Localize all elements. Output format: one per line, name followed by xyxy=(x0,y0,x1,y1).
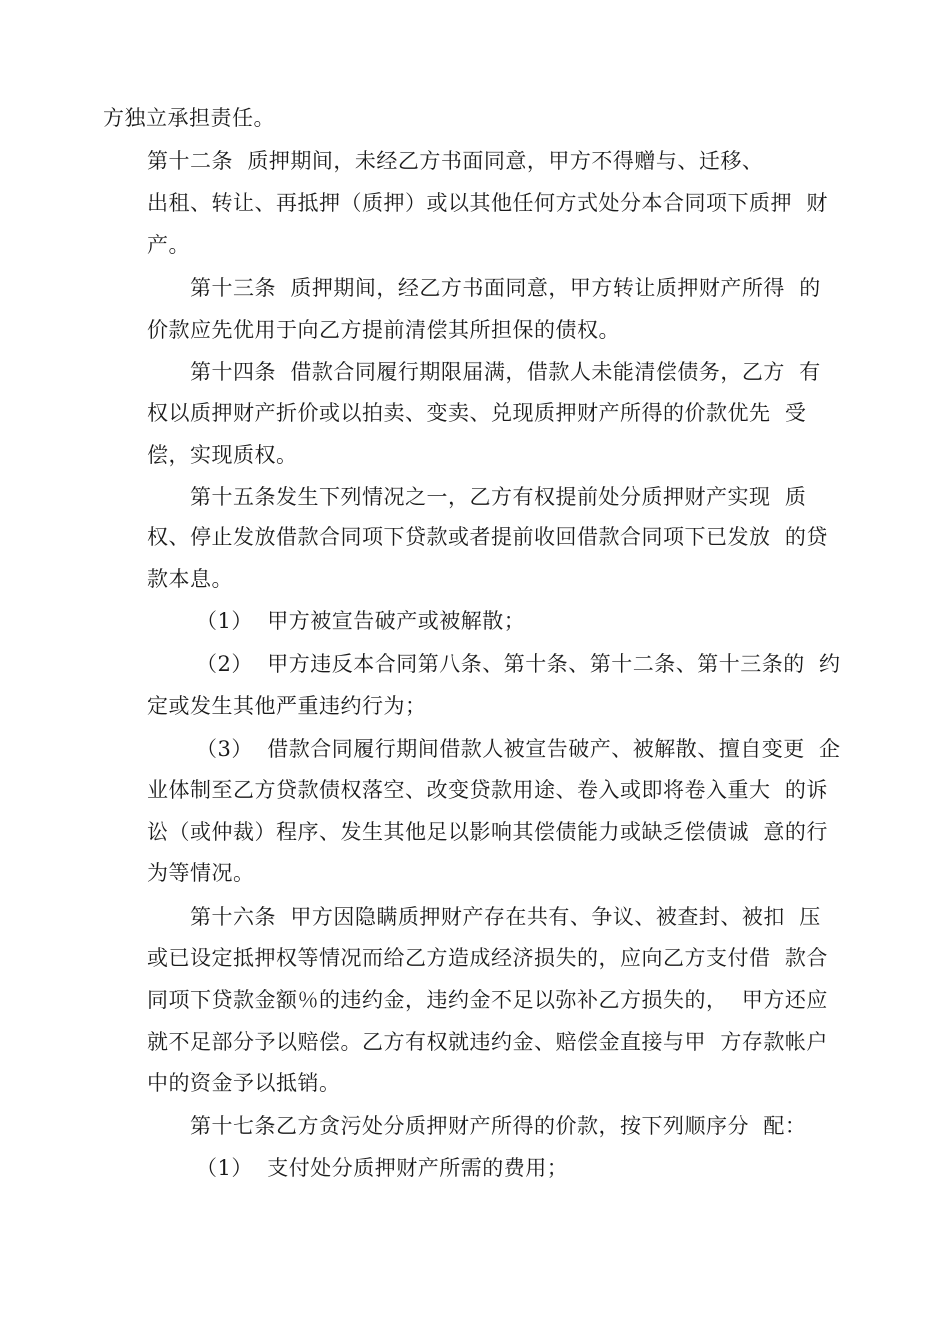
text-line-21: 或已设定抵押权等情况而给乙方造成经济损失的，应向乙方支付借 款合 xyxy=(147,946,828,970)
text-line-15: 定或发生其他严重违约行为； xyxy=(147,694,427,718)
text-line-10: 第十五条发生下列情况之一，乙方有权提前处分质押财产实现 质 xyxy=(190,485,807,509)
text-line-6: 价款应先优用于向乙方提前清偿其所担保的债权。 xyxy=(147,318,620,342)
text-line-12: 款本息。 xyxy=(147,567,233,591)
text-line-24: 中的资金予以抵销。 xyxy=(147,1071,341,1095)
text-line-20: 第十六条 甲方因隐瞒质押财产存在共有、争议、被查封、被扣 压 xyxy=(190,905,821,929)
text-line-9: 偿，实现质权。 xyxy=(147,443,298,467)
text-line-16: （3） 借款合同履行期间借款人被宣告破产、被解散、擅自变更 企 xyxy=(196,737,841,761)
text-line-14: （2） 甲方违反本合同第八条、第十条、第十二条、第十三条的 约 xyxy=(196,652,841,676)
text-line-5: 第十三条 质押期间，经乙方书面同意，甲方转让质押财产所得 的 xyxy=(190,276,821,300)
text-line-22: 同项下贷款金额％的违约金，违约金不足以弥补乙方损失的， 甲方还应 xyxy=(147,988,828,1012)
text-line-1: 方独立承担责任。 xyxy=(103,106,275,130)
text-line-17: 业体制至乙方贷款债权落空、改变贷款用途、卷入或即将卷入重大 的诉 xyxy=(147,778,828,802)
text-line-7: 第十四条 借款合同履行期限届满，借款人未能清偿债务，乙方 有 xyxy=(190,360,821,384)
text-line-18: 讼（或仲裁）程序、发生其他足以影响其偿债能力或缺乏偿债诚 意的行 xyxy=(147,820,828,844)
text-line-26: （1） 支付处分质押财产所需的费用； xyxy=(196,1156,569,1180)
text-line-13: （1） 甲方被宣告破产或被解散； xyxy=(196,609,526,633)
text-line-2: 第十二条 质押期间，未经乙方书面同意，甲方不得赠与、迁移、 xyxy=(147,149,764,173)
text-line-3: 出租、转让、再抵押（质押）或以其他任何方式处分本合同项下质押 财 xyxy=(147,191,828,215)
text-line-19: 为等情况。 xyxy=(147,861,255,885)
text-line-11: 权、停止发放借款合同项下贷款或者提前收回借款合同项下已发放 的贷 xyxy=(147,525,828,549)
text-line-25: 第十七条乙方贪污处分质押财产所得的价款，按下列顺序分 配： xyxy=(190,1114,807,1138)
text-line-8: 权以质押财产折价或以拍卖、变卖、兑现质押财产所得的价款优先 受 xyxy=(147,401,807,425)
text-line-23: 就不足部分予以赔偿。乙方有权就违约金、赔偿金直接与甲 方存款帐户 xyxy=(147,1030,828,1054)
text-line-4: 产。 xyxy=(147,233,190,257)
